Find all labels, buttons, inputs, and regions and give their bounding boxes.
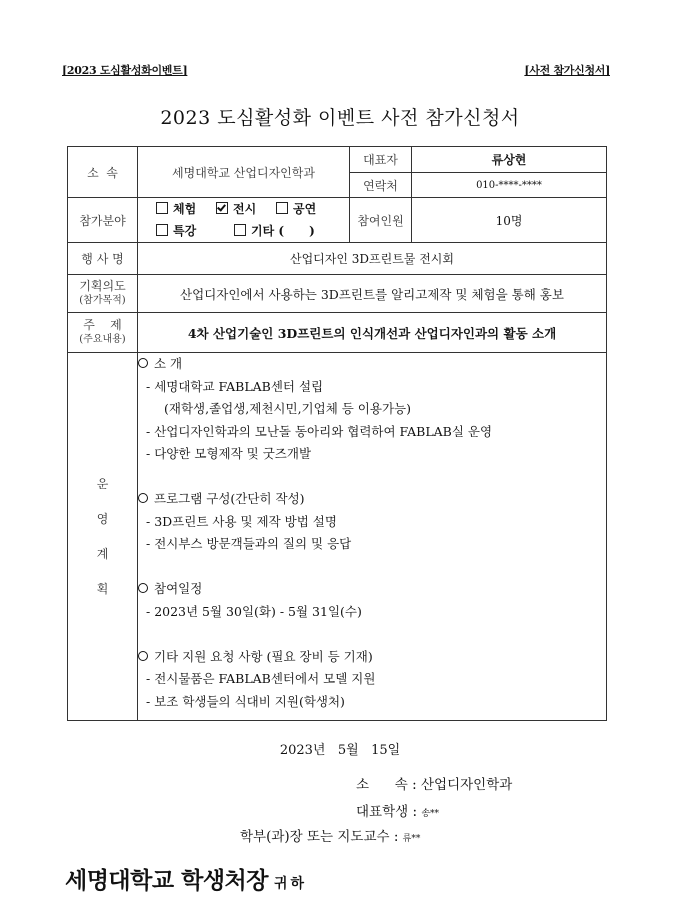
plan-content <box>138 353 607 721</box>
purpose-sublabel: (참가목적) <box>79 295 126 306</box>
category-options <box>138 198 350 243</box>
plan-label: 운 영 계 획 <box>68 353 138 721</box>
category-option-experience[interactable]: 체험 <box>156 202 212 216</box>
representative-value: 류상현 <box>412 147 607 173</box>
affiliation-value: 세명대학교 산업디자인학과 <box>138 147 350 198</box>
plan-section-intro: 소 개 - 세명대학교 FABLAB센터 설립 (재학생,졸업생,제천시민,기업체 등 이용가능) - 산업디자인학과의 모난돌 동아리와 협력하여 FABLAB실 운영 - 다양한 모형제작 및 굿즈개발 <box>138 353 606 466</box>
event-name-label: 행 사 명 <box>68 243 138 275</box>
document-title: 2023 도심활성화 이벤트 사전 참가신청서 <box>160 107 520 129</box>
signature-affiliation: 소 속 : 산업디자인학과 <box>356 777 513 793</box>
contact-value: 010-****-**** <box>412 173 607 198</box>
header-left-tag: [2023 도심활성화이벤트] <box>62 64 188 77</box>
circle-bullet-icon <box>138 493 148 503</box>
circle-bullet-icon <box>138 358 148 368</box>
header-right-tag: [사전 참가신청서] <box>524 64 610 77</box>
signature-advisor: 학부(과)장 또는 지도교수 : 류** <box>240 829 421 845</box>
purpose-value: 산업디자인에서 사용하는 3D프린트를 알리고제작 및 체험을 통해 홍보 <box>138 275 607 313</box>
theme-label: 주 제 <box>83 318 122 332</box>
event-name-value: 산업디자인 3D프린트물 전시회 <box>138 243 607 275</box>
application-form-table <box>67 146 607 721</box>
circle-bullet-icon <box>138 583 148 593</box>
theme-sublabel: (주요내용) <box>79 334 126 345</box>
checkbox-icon[interactable] <box>156 202 168 214</box>
contact-label: 연락처 <box>350 173 412 198</box>
plan-section-support: 기타 지원 요청 사항 (필요 장비 등 기재) - 전시물품은 FABLAB센터에서 모델 지원 - 보조 학생들의 식대비 지원(학생처) <box>138 646 606 714</box>
checkbox-icon[interactable] <box>234 224 246 236</box>
checkbox-icon[interactable] <box>276 202 288 214</box>
application-date: 2023년 5월 15일 <box>279 743 401 758</box>
plan-section-program: 프로그램 구성(간단히 작성) - 3D프린트 사용 및 제작 방법 설명 - 전시부스 방문객들과의 질의 및 응답 <box>138 488 606 556</box>
affiliation-label: 소 속 <box>68 147 138 198</box>
participants-value: 10명 <box>412 198 607 243</box>
representative-label: 대표자 <box>350 147 412 173</box>
theme-label-cell <box>68 313 138 353</box>
theme-value: 4차 산업기술인 3D프린트의 인식개선과 산업디자인과의 활동 소개 <box>138 313 607 353</box>
checkbox-checked-icon[interactable] <box>216 202 228 214</box>
category-label: 참가분야 <box>68 198 138 243</box>
plan-section-schedule: 참여일정 - 2023년 5월 30일(화) - 5월 31일(수) <box>138 578 606 623</box>
circle-bullet-icon <box>138 651 148 661</box>
participants-label: 참여인원 <box>350 198 412 243</box>
purpose-label: 기획의도 <box>79 279 126 293</box>
purpose-label-cell <box>68 275 138 313</box>
recipient: 세명대학교 학생처장 귀하 <box>65 868 308 894</box>
category-option-performance[interactable]: 공연 <box>276 202 332 216</box>
category-option-other[interactable]: 기타 ( ) <box>234 224 331 238</box>
signature-representative: 대표학생 : 송** <box>356 804 440 820</box>
category-option-lecture[interactable]: 특강 <box>156 224 230 238</box>
checkbox-icon[interactable] <box>156 224 168 236</box>
category-option-exhibition[interactable]: 전시 <box>216 202 272 216</box>
